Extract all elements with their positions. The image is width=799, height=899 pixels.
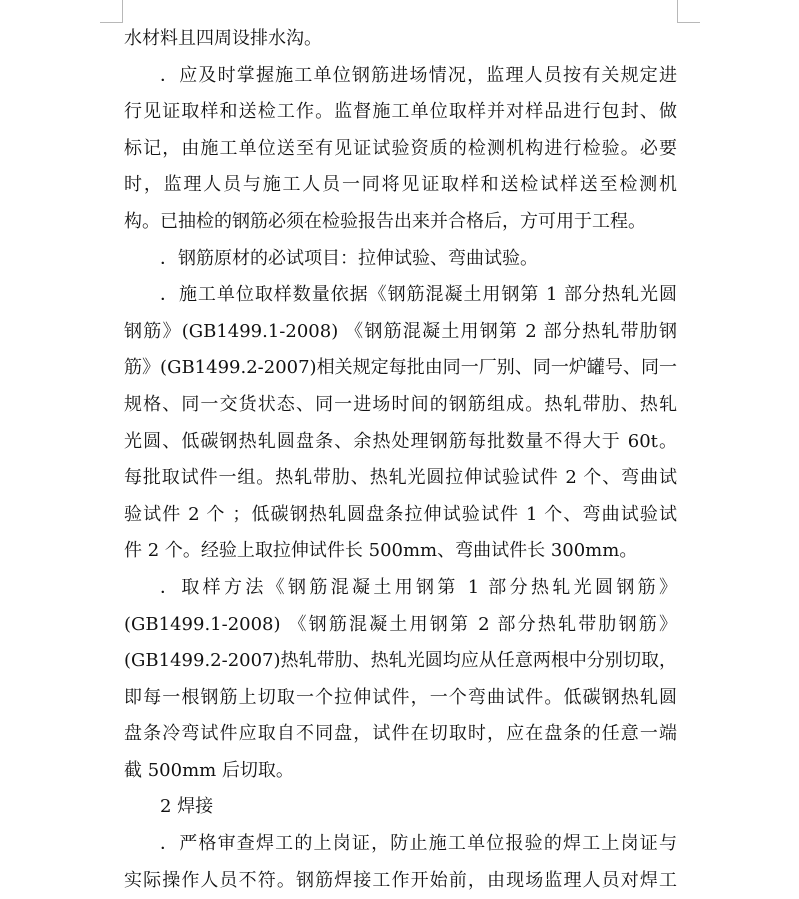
text-line: 行见证取样和送检工作。监督施工单位取样并对样品进行包封、做	[124, 101, 677, 123]
text-line: ．严格审查焊工的上岗证，防止施工单位报验的焊工上岗证与	[160, 833, 677, 855]
text-line: 构。已抽检的钢筋必须在检验报告出来并合格后，方可用于工程。	[124, 210, 646, 232]
text-line: 时，监理人员与施工人员一同将见证取样和送检试样送至检测机	[124, 174, 677, 196]
text-line: ．应及时掌握施工单位钢筋进场情况，监理人员按有关规定进	[160, 64, 677, 86]
text-line: (GB1499.2-2007)热轧带肋、热轧光圆均应从任意两根中分别切取，	[124, 650, 677, 672]
text-line: 钢筋》(GB1499.1-2008) 《钢筋混凝土用钢第 2 部分热轧带肋钢	[124, 320, 677, 342]
document-body	[124, 21, 677, 899]
text-line: 即每一根钢筋上切取一个拉伸试件，一个弯曲试件。低碳钢热轧圆	[124, 686, 677, 708]
text-line: 件 2 个。经验上取拉伸试件长 500mm、弯曲试件长 300mm。	[124, 540, 638, 562]
text-line: 截 500mm 后切取。	[124, 759, 294, 781]
text-line: ．钢筋原材的必试项目：拉伸试验、弯曲试验。	[160, 247, 538, 269]
text-line: 筋》(GB1499.2-2007)相关规定每批由同一厂别、同一炉罐号、同一	[124, 357, 677, 379]
text-line: ．取样方法《钢筋混凝土用钢第 1 部分热轧光圆钢筋》	[160, 576, 677, 598]
text-line: 水材料且四周设排水沟。	[124, 28, 322, 49]
text-line: (GB1499.1-2008) 《钢筋混凝土用钢第 2 部分热轧带肋钢筋》	[124, 613, 677, 635]
text-line: 每批取试件一组。热轧带肋、热轧光圆拉伸试验试件 2 个、弯曲试	[124, 467, 677, 489]
text-line: 验试件 2 个 ；低碳钢热轧圆盘条拉伸试验试件 1 个、弯曲试验试	[124, 503, 677, 525]
text-line: 标记，由施工单位送至有见证试验资质的检测机构进行检验。必要	[124, 137, 677, 159]
text-line: ．施工单位取样数量依据《钢筋混凝土用钢第 1 部分热轧光圆	[160, 284, 677, 306]
text-line: 盘条冷弯试件应取自不同盘，试件在切取时，应在盘条的任意一端	[124, 723, 677, 745]
text-line: 实际操作人员不符。钢筋焊接工作开始前，由现场监理人员对焊工	[124, 869, 677, 891]
crop-mark-top-right	[677, 0, 700, 23]
text-line: 光圆、低碳钢热轧圆盘条、余热处理钢筋每批数量不得大于 60t。	[124, 430, 677, 452]
crop-mark-top-left	[100, 0, 123, 23]
section-heading: 2 焊接	[160, 796, 214, 818]
text-line: 规格、同一交货状态、同一进场时间的钢筋组成。热轧带肋、热轧	[124, 393, 677, 415]
